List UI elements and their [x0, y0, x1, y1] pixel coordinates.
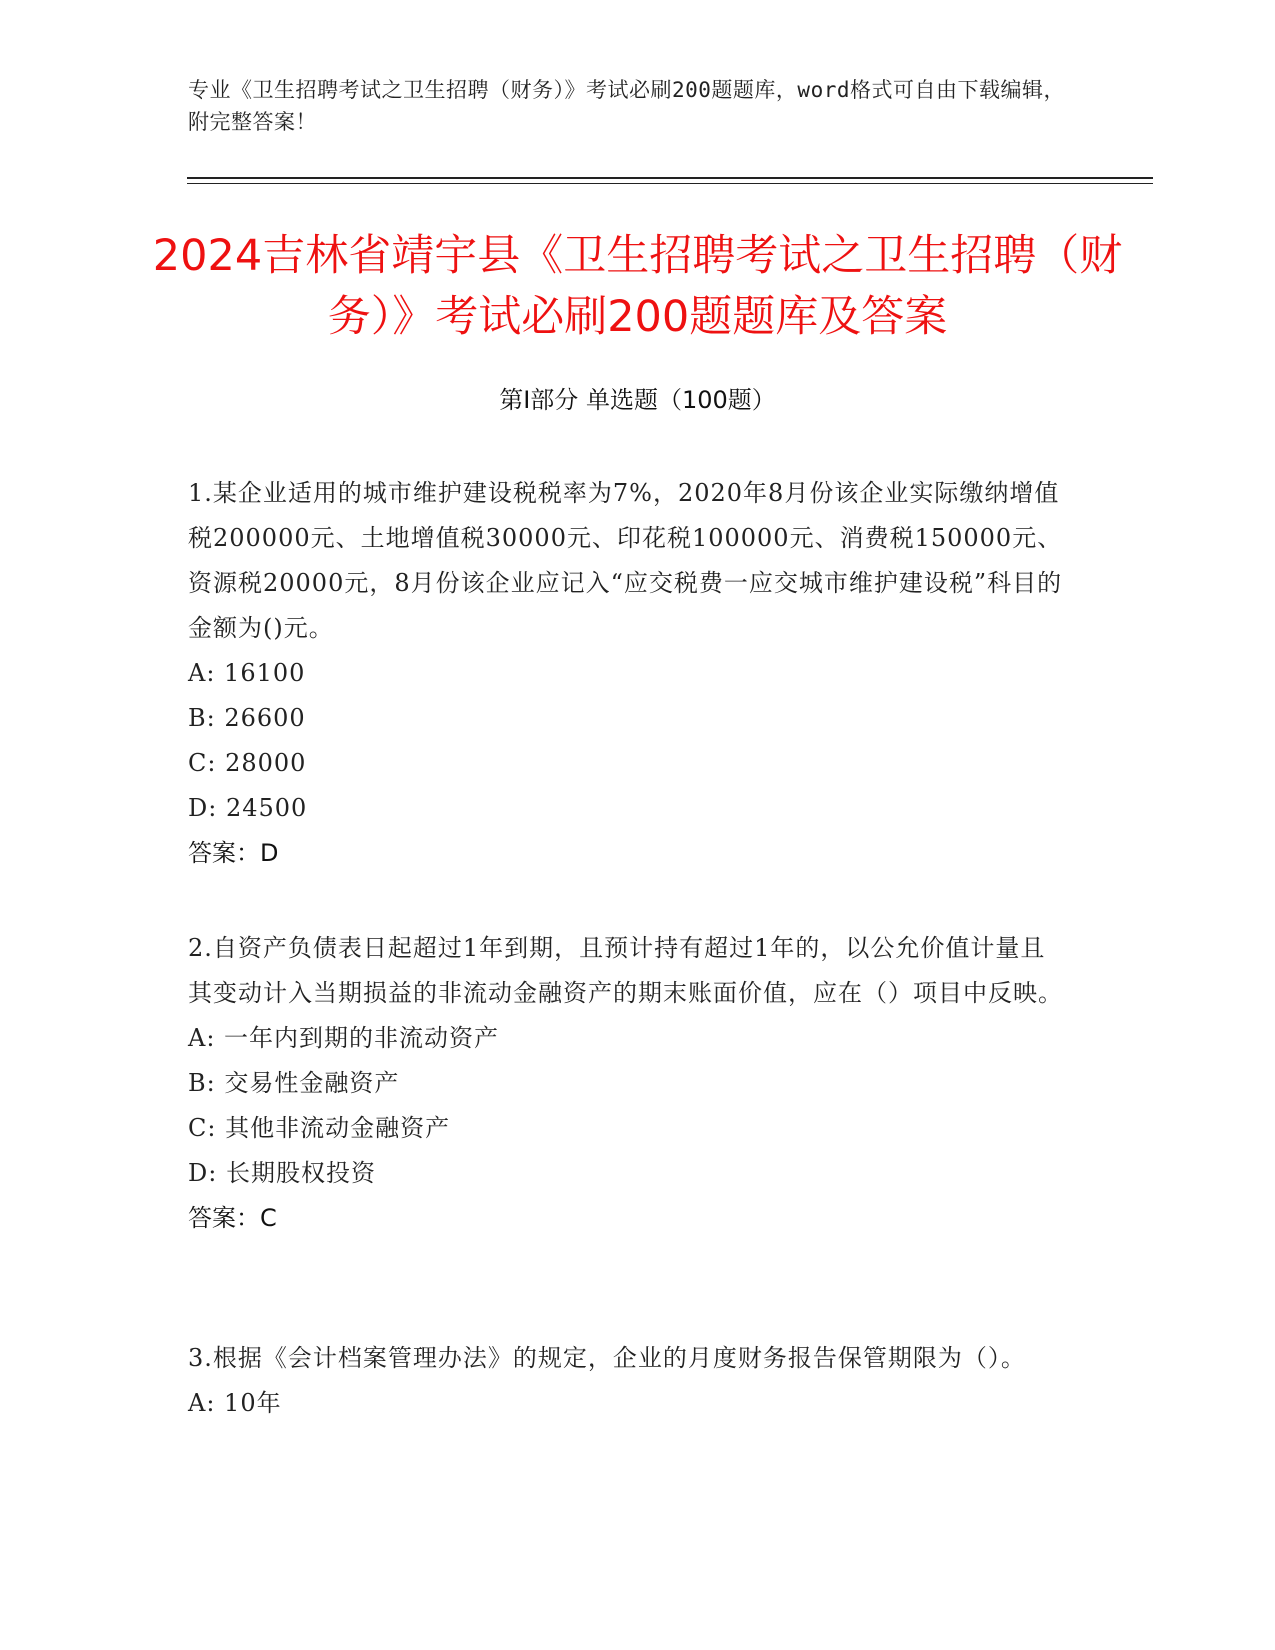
option-a: A: 16100	[188, 659, 306, 687]
question-stem: 2.自资产负债表日起超过1年到期，且预计持有超过1年的，以公允价值计量且其变动计入当期损益的非流动金融资产的期末账面价值，应在（）项目中反映。	[188, 934, 1063, 1007]
option-a: A: 一年内到期的非流动资产	[188, 1024, 500, 1052]
option-d: D: 长期股权投资	[188, 1159, 376, 1187]
option-a: A: 10年	[188, 1389, 282, 1417]
question-1	[188, 471, 1068, 876]
header-rule-thin	[187, 183, 1153, 184]
option-b: B: 26600	[188, 704, 306, 732]
question-stem: 3.根据《会计档案管理办法》的规定，企业的月度财务报告保管期限为（）。	[188, 1344, 1026, 1372]
option-c: C: 其他非流动金融资产	[188, 1114, 451, 1142]
question-stem: 1.某企业适用的城市维护建设税税率为7%，2020年8月份该企业实际缴纳增值税200000元、土地增值税30000元、印花税100000元、消费税150000元、资源税20000元，8月份该企业应记入“应交税费一应交城市维护建设税”科目的金额为()元。	[188, 479, 1063, 642]
header-rule-thick	[187, 177, 1153, 179]
option-d: D: 24500	[188, 794, 308, 822]
option-c: C: 28000	[188, 749, 307, 777]
header-note: 专业《卫生招聘考试之卫生招聘（财务）》考试必刷200题题库，word格式可自由下载编辑，附完整答案！	[188, 78, 1065, 134]
option-b: B: 交易性金融资产	[188, 1069, 400, 1097]
question-2	[188, 926, 1068, 1241]
answer: 答案：D	[188, 839, 279, 867]
answer: 答案：C	[188, 1204, 277, 1232]
question-3	[188, 1336, 1068, 1426]
document-title: 2024吉林省靖宇县《卫生招聘考试之卫生招聘（财务）》考试必刷200题题库及答案	[152, 231, 1123, 342]
section-heading: 第I部分 单选题（100题）	[499, 386, 776, 414]
